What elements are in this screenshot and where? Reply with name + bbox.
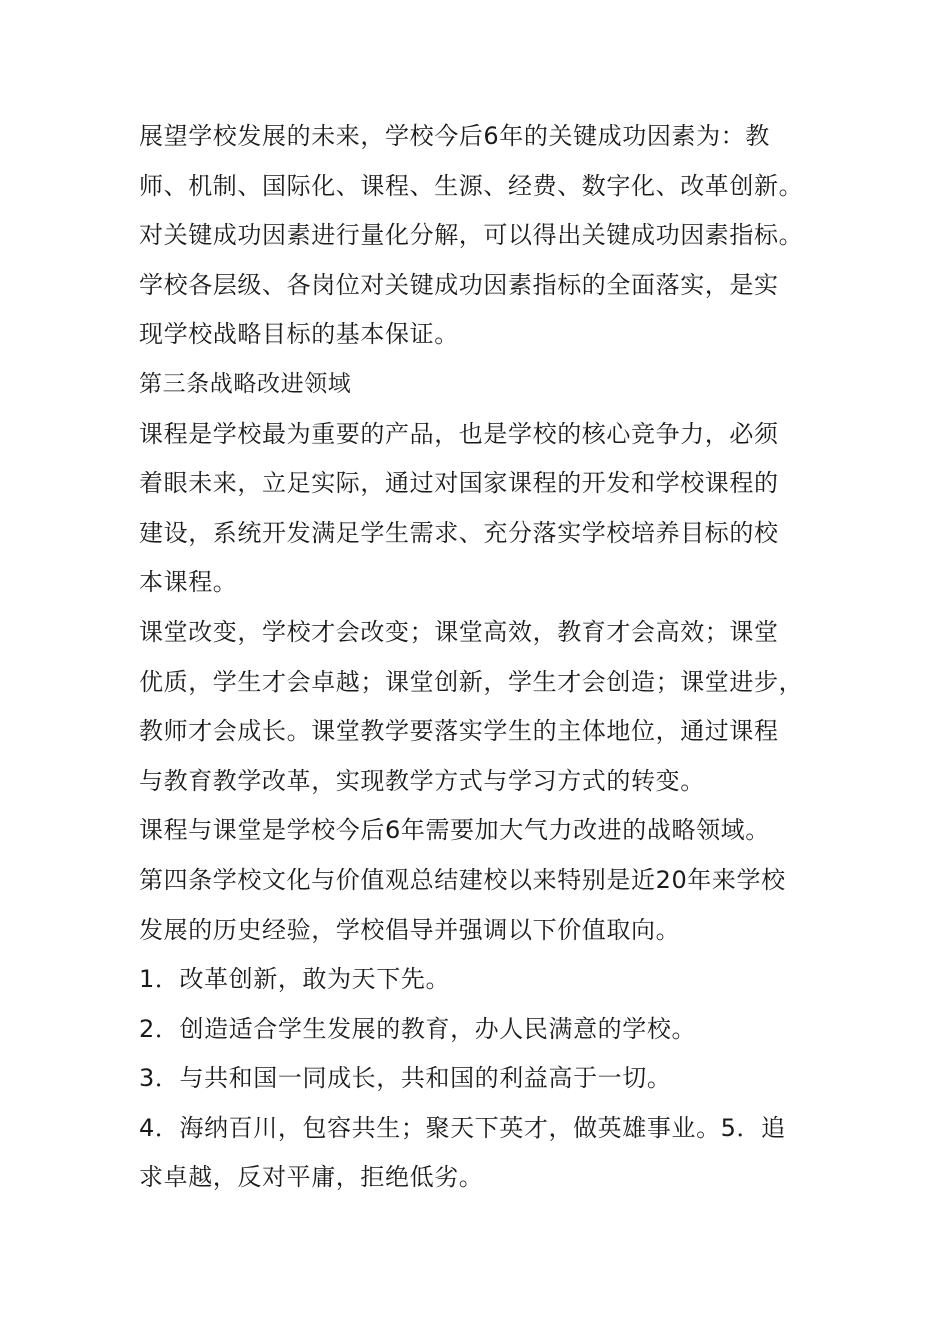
text-line: 对关键成功因素进行量化分解，可以得出关键成功因素指标。 (139, 221, 804, 250)
text-line: 优质，学生才会卓越；课堂创新，学生才会创造；课堂进步， (139, 667, 804, 696)
text-line: 教师才会成长。课堂教学要落实学生的主体地位，通过课程 (139, 717, 779, 746)
list-item: 求卓越，反对平庸，拒绝低劣。 (139, 1163, 484, 1192)
list-item: 3．与共和国一同成长，共和国的利益高于一切。 (139, 1064, 672, 1093)
text-line: 课堂改变，学校才会改变；课堂高效，教育才会高效；课堂 (139, 617, 779, 646)
list-item: 2．创造适合学生发展的教育，办人民满意的学校。 (139, 1014, 697, 1043)
text-line: 发展的历史经验，学校倡导并强调以下价值取向。 (139, 915, 681, 944)
text-line: 课程是学校最为重要的产品，也是学校的核心竞争力，必须 (139, 419, 779, 448)
list-item: 4．海纳百川，包容共生；聚天下英才，做英雄事业。5．追 (139, 1113, 786, 1142)
text-line: 展望学校发展的未来，学校今后6年的关键成功因素为：教 (139, 122, 770, 150)
text-line: 现学校战略目标的基本保证。 (139, 320, 459, 349)
text-line: 第四条学校文化与价值观总结建校以来特别是近20年来学校 (139, 865, 786, 894)
text-line: 师、机制、国际化、课程、生源、经费、数字化、改革创新。 (139, 171, 804, 200)
text-line: 学校各层级、各岗位对关键成功因素指标的全面落实，是实 (139, 270, 779, 299)
list-item: 1．改革创新，敢为天下先。 (139, 965, 451, 994)
text-line: 着眼未来，立足实际，通过对国家课程的开发和学校课程的 (139, 469, 779, 498)
text-line: 本课程。 (139, 568, 238, 597)
section-heading: 第三条战略改进领域 (139, 370, 352, 397)
document-body (139, 112, 829, 1203)
text-line: 与教育教学改革，实现教学方式与学习方式的转变。 (139, 766, 705, 795)
text-line: 建设，系统开发满足学生需求、充分落实学校培养目标的校 (139, 518, 779, 547)
text-line: 课程与课堂是学校今后6年需要加大气力改进的战略领域。 (139, 816, 770, 845)
